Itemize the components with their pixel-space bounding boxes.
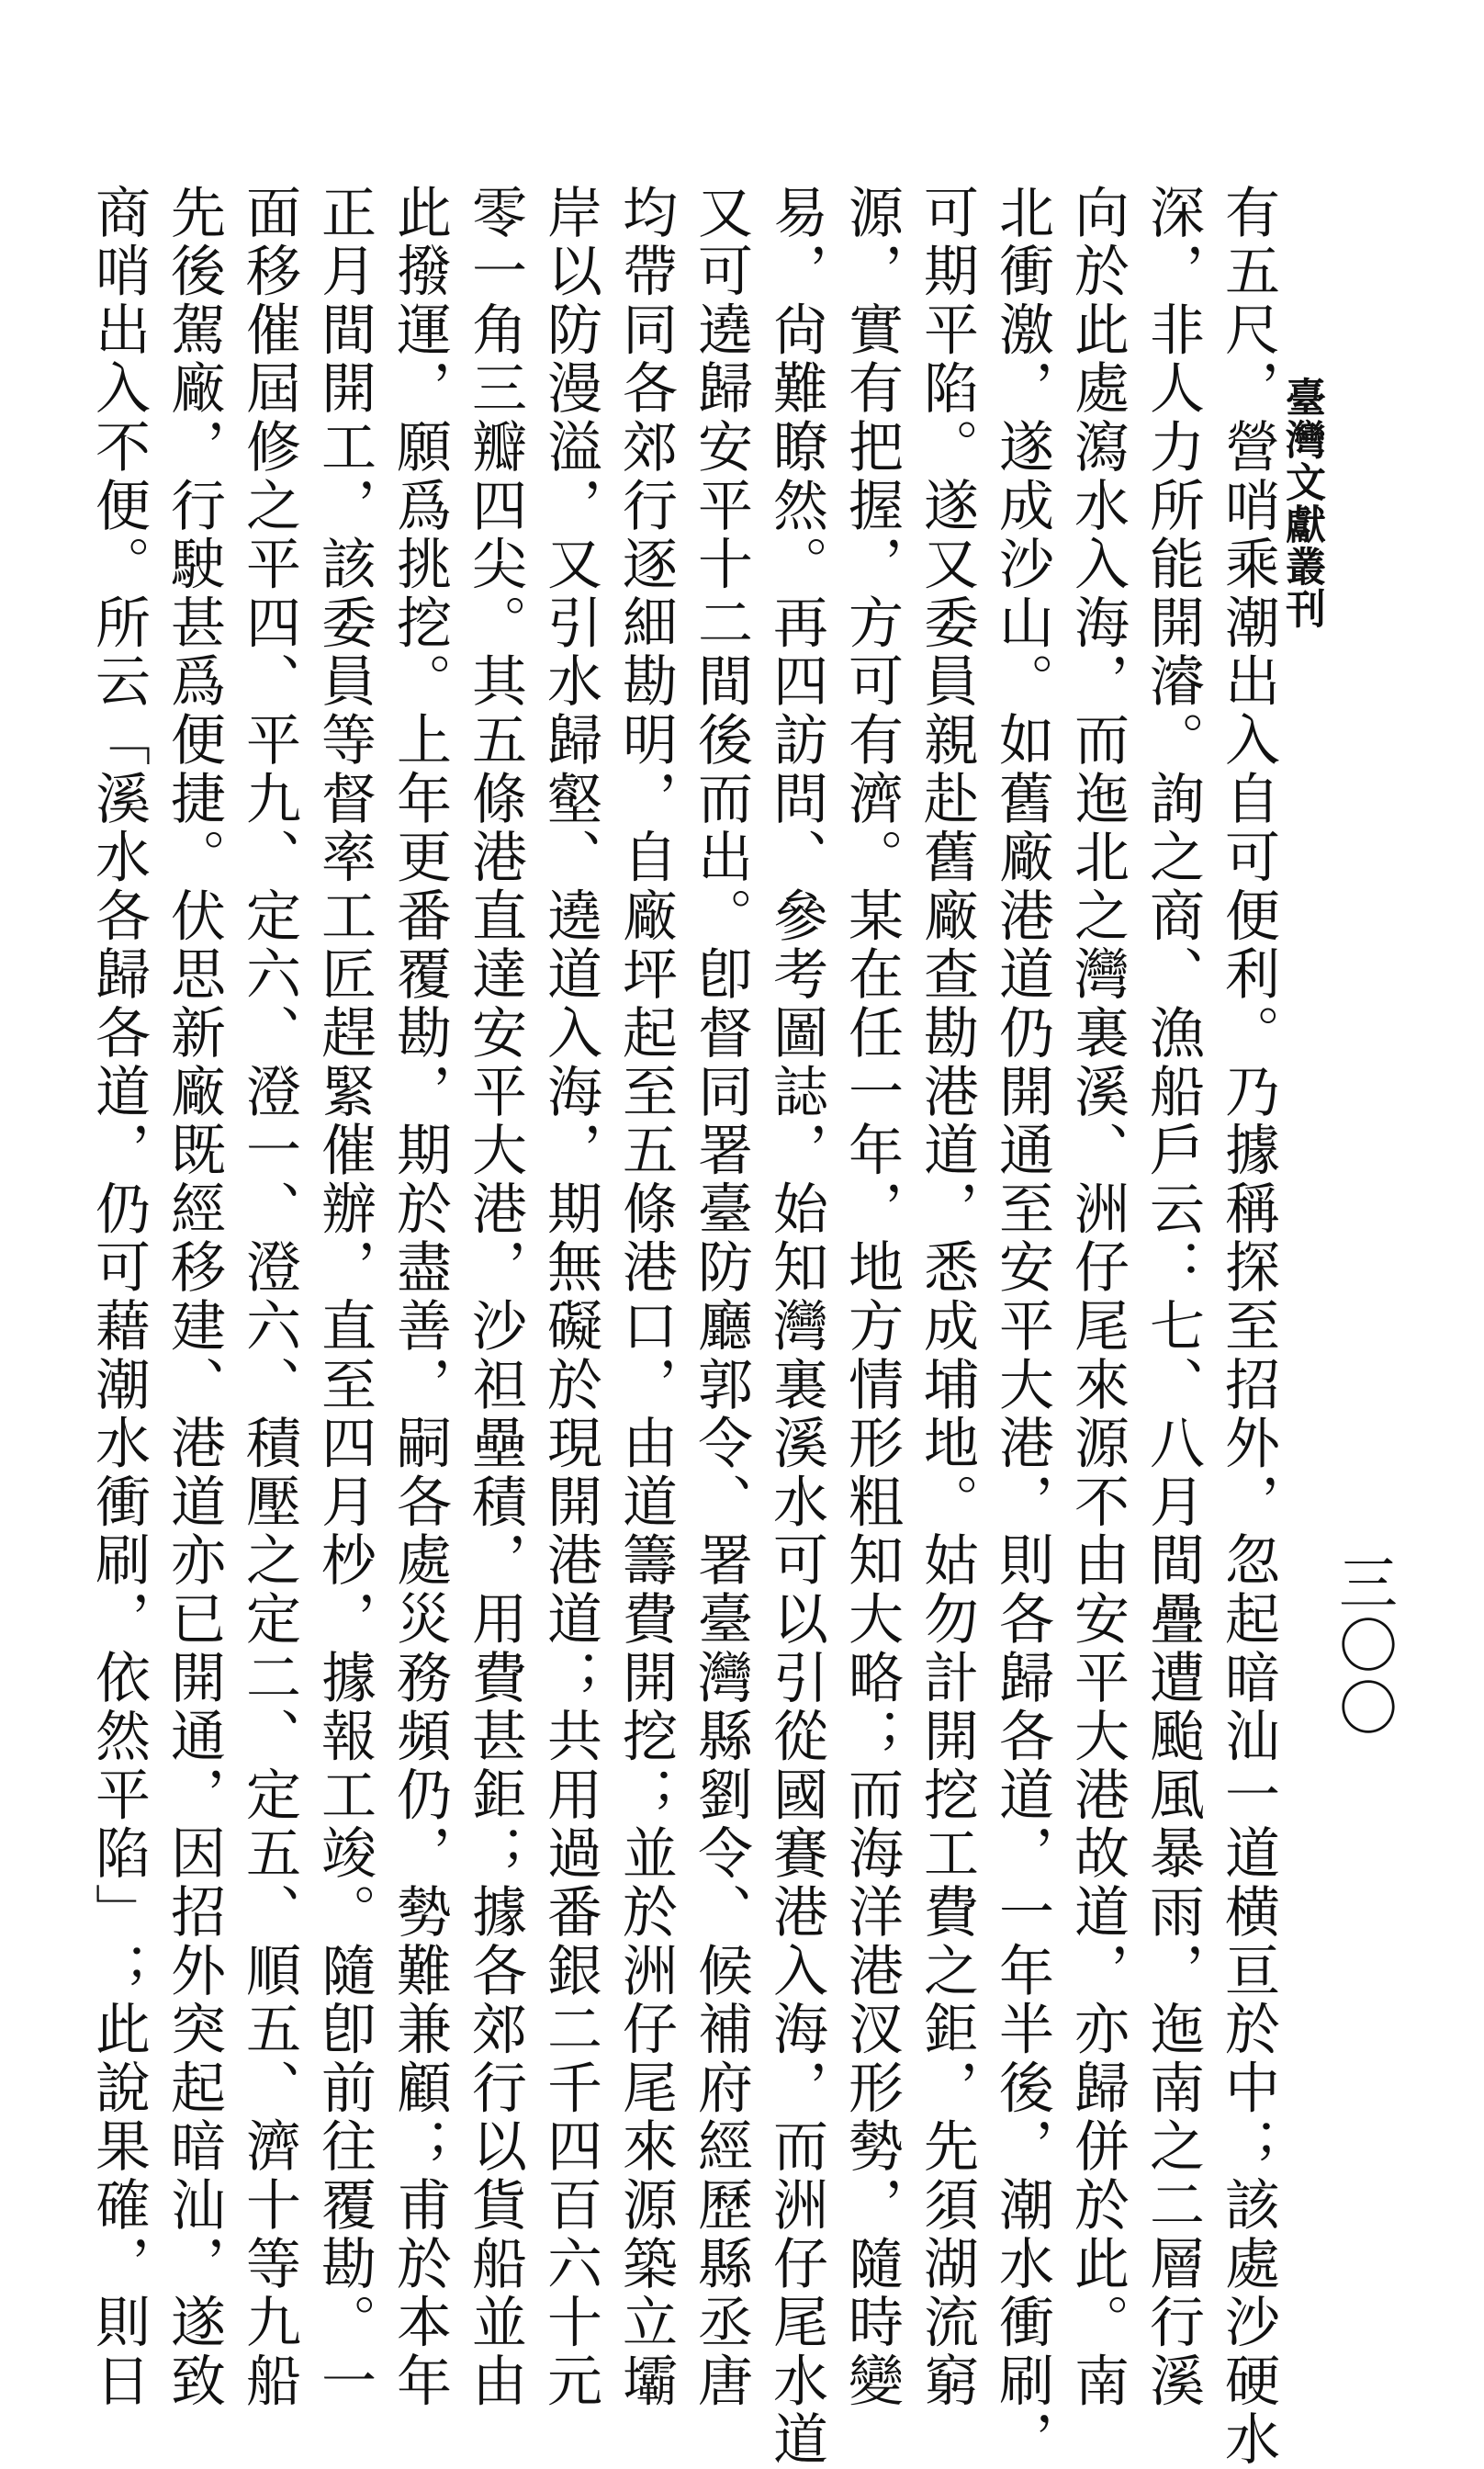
text-line: 可期平陷。遂又委員親赴舊廠查勘港道，悉成埔地。姑勿計開挖工費之鉅，先須湖流窮 (915, 184, 979, 2411)
page-number: 三〇〇 (1329, 1552, 1397, 1740)
text-line: 深，非人力所能開濬。詢之商、漁船戶云：七、八月間疊遭颱風暴雨，迤南之二層行溪 (1141, 184, 1205, 2411)
text-line: 向於此處瀉水入海，而迤北之灣裏溪、洲仔尾來源不由安平大港故道，亦歸併於此。南 (1065, 184, 1130, 2411)
text-line: 零一角三瓣四尖。其五條港直達安平大港，沙𥘵壘積，用費甚鉅；據各郊行以貨船並由 (463, 184, 527, 2411)
text-line: 面移催屆修之平四、平九、定六、澄一、澄六、積壓之定二、定五、順五、濟十等九船 (237, 184, 301, 2411)
text-line: 岸以防漫溢，又引水歸壑、遶道入海，期無礙於現開港道；共用過番銀二千四百六十元 (538, 184, 602, 2411)
text-line: 又可遶歸安平十二間後而出。卽督同署臺防廳郭令、署臺灣縣劉令、候補府經歷縣丞唐 (689, 184, 753, 2411)
text-line: 商哨出入不便。所云「溪水各歸各道，仍可藉潮水衝刷，依然平陷」；此說果確，則日 (86, 184, 151, 2411)
text-body (86, 184, 1286, 2469)
text-line: 先後駕廠，行駛甚爲便捷。伏思新廠既經移建、港道亦已開通，因招外突起暗汕，遂致 (162, 184, 226, 2411)
text-line: 均帶同各郊行逐細勘明，自廠坪起至五條港口，由道籌費開挖；並於洲仔尾來源築立壩 (613, 184, 678, 2411)
series-title: 臺灣文獻叢刊 (1278, 377, 1325, 630)
text-line: 有五尺，營哨乘潮出入自可便利。乃據稱探至招外，忽起暗汕一道横亘於中；該處沙硬水 (1216, 184, 1280, 2469)
text-line: 易，尙難瞭然。再四訪問、參考圖誌，始知灣裏溪水可以引從國賽港入海，而洲仔尾水道 (764, 184, 828, 2469)
text-line: 源，實有把握，方可有濟。某在任一年，地方情形粗知大略；而海洋港汊形勢，隨時變 (839, 184, 904, 2411)
text-line: 此撥運，願爲挑挖。上年更番覆勘，期於盡善，嗣各處災務頻仍，勢難兼顧；甫於本年 (388, 184, 452, 2411)
text-line: 北衝激，遂成沙山。如舊廠港道仍開通至安平大港，則各歸各道，一年半後，潮水衝刷， (990, 184, 1054, 2469)
text-line: 正月間開工，該委員等督率工匠趕緊催辦，直至四月杪，據報工竣。隨卽前往覆勘。一 (312, 184, 377, 2411)
